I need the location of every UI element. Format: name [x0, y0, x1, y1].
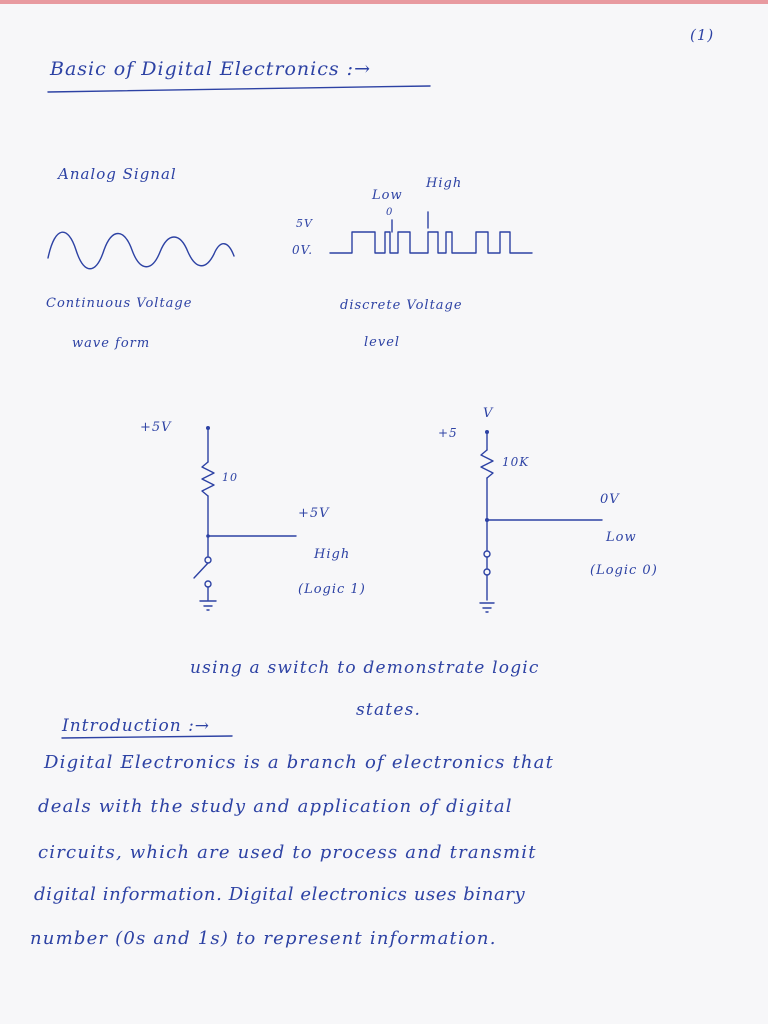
digital-low-label: Low [372, 188, 403, 203]
circuit-low-resistor: 10K [502, 455, 530, 469]
digital-caption-line2: level [364, 335, 401, 350]
page-number: (1) [690, 26, 715, 44]
circuit-low-logic: (Logic 0) [590, 563, 658, 578]
circuit-high-logic: (Logic 1) [298, 582, 366, 597]
circuit-low-drawing [480, 430, 602, 612]
intro-line-4: digital information. Digital electronics uses binary [34, 884, 526, 905]
intro-line-3: circuits, which are used to process and transmit [38, 842, 537, 863]
digital-zero-mark: 0 [386, 207, 394, 218]
circuit-high-output: +5V [298, 506, 330, 521]
analog-sine-wave [48, 232, 234, 269]
intro-line-1: Digital Electronics is a branch of electronics that [44, 752, 555, 773]
digital-high-label: High [426, 176, 463, 191]
intro-underline [62, 736, 232, 738]
title-underline [48, 86, 430, 92]
circuit-low-output: 0V [600, 492, 620, 507]
circuit-low-supply-v: V [483, 406, 494, 421]
analog-caption-line1: Continuous Voltage [46, 296, 193, 311]
intro-line-5: number (0s and 1s) to represent information. [30, 928, 497, 949]
circuit-low-state: Low [606, 530, 637, 545]
digital-5v-label: 5V [296, 217, 313, 230]
intro-line-2: deals with the study and application of digital [38, 796, 513, 817]
caption-line1: using a switch to demonstrate logic [190, 658, 540, 678]
circuit-high-supply: +5V [140, 420, 172, 435]
analog-label: Analog Signal [58, 165, 177, 183]
circuit-high-state: High [314, 547, 351, 562]
digital-square-wave [330, 232, 532, 253]
analog-caption-line2: wave form [72, 336, 151, 351]
intro-heading: Introduction :→ [62, 716, 211, 736]
caption-line2: states. [356, 700, 422, 720]
circuit-high-resistor: 10 [222, 471, 238, 484]
digital-caption-line1: discrete Voltage [340, 298, 463, 313]
page-title: Basic of Digital Electronics :→ [50, 58, 371, 80]
circuit-high-drawing [194, 426, 296, 610]
circuit-low-supply: +5 [438, 426, 458, 440]
digital-0v-label: 0V. [292, 243, 314, 257]
